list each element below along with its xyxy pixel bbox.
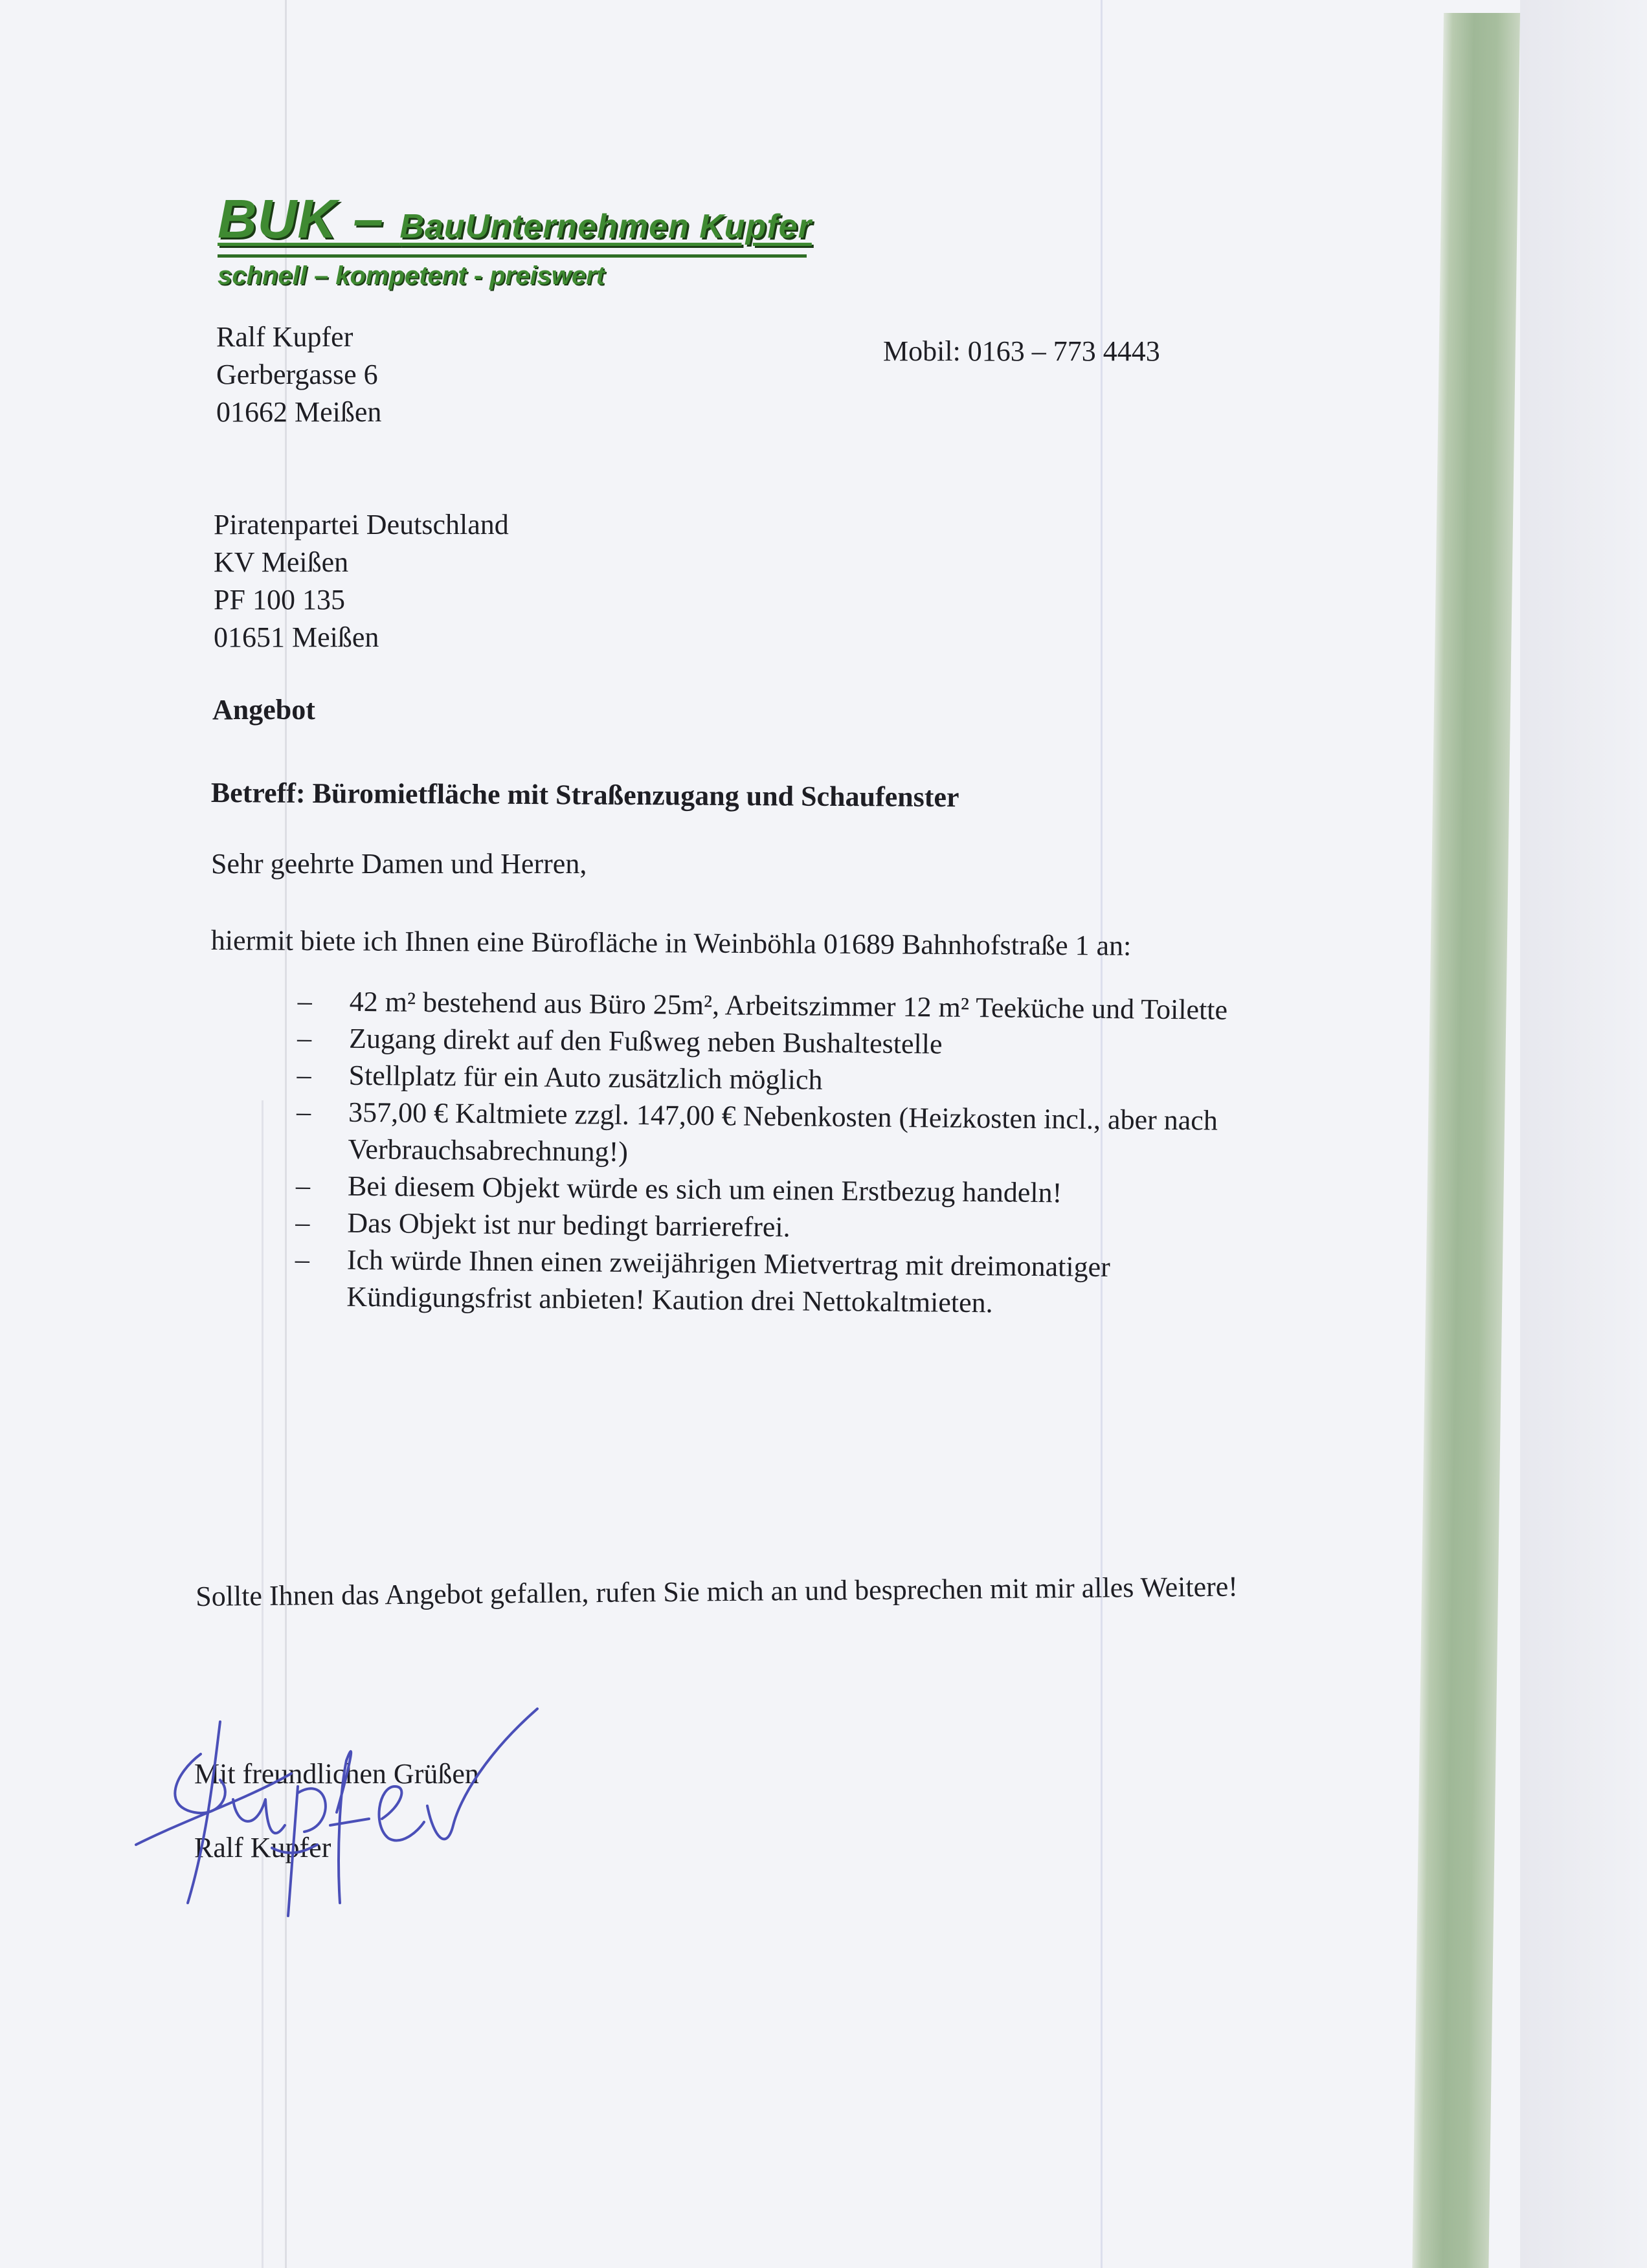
fold-line-left-lower bbox=[262, 1100, 263, 2268]
company-slogan: schnell – kompetent - preiswert bbox=[218, 261, 605, 290]
list-item bbox=[295, 1241, 1225, 1324]
list-item-text: 42 m² bestehend aus Büro 25m², Arbeitszimmer 12 m² Teeküche und Toilette bbox=[349, 985, 1228, 1026]
bullet-dash: – bbox=[295, 1243, 310, 1276]
handwritten-signature bbox=[123, 1696, 550, 1929]
bullet-dash: – bbox=[297, 1021, 312, 1054]
recipient-line: KV Meißen bbox=[214, 546, 349, 578]
recipient-line: 01651 Meißen bbox=[214, 621, 379, 653]
signer-name: Ralf Kupfer bbox=[194, 1832, 331, 1863]
sender-city: 01662 Meißen bbox=[216, 396, 382, 428]
sender-name: Ralf Kupfer bbox=[216, 321, 353, 353]
list-item-text-continued: Verbrauchsabrechnung!) bbox=[348, 1133, 629, 1168]
company-name bbox=[218, 188, 812, 250]
company-name-short: BUK bbox=[218, 188, 337, 249]
company-name-full: BauUnternehmen Kupfer bbox=[399, 208, 812, 245]
scan-margin bbox=[1520, 0, 1647, 2268]
subject-line: Betreff: Büromietfläche mit Straßenzugang und Schaufenster bbox=[210, 776, 959, 814]
recipient-line: PF 100 135 bbox=[214, 584, 345, 616]
list-item-text: Stellplatz für ein Auto zusätzlich möglich bbox=[348, 1059, 823, 1096]
sender-address bbox=[216, 318, 381, 431]
list-item-text: Bei diesem Objekt würde es sich um einen Erstbezug handeln! bbox=[347, 1170, 1062, 1209]
company-name-separator: – bbox=[337, 188, 400, 249]
offer-details-list bbox=[295, 983, 1227, 1324]
greeting: Mit freundlichen Grüßen bbox=[194, 1758, 479, 1790]
recipient-line: Piratenpartei Deutschland bbox=[214, 509, 509, 540]
sender-mobile: Mobil: 0163 – 773 4443 bbox=[883, 335, 1160, 367]
bullet-dash: – bbox=[295, 1206, 310, 1239]
bullet-dash: – bbox=[297, 1058, 311, 1091]
salutation: Sehr geehrte Damen und Herren, bbox=[211, 848, 587, 880]
sender-street: Gerbergasse 6 bbox=[216, 359, 378, 390]
list-item-text-continued: Kündigungsfrist anbieten! Kaution drei Nettokaltmieten. bbox=[346, 1280, 993, 1319]
bullet-dash: – bbox=[297, 984, 312, 1017]
list-item-text: Zugang direkt auf den Fußweg neben Bushaltestelle bbox=[348, 1022, 943, 1060]
closing-sentence: Sollte Ihnen das Angebot gefallen, rufen Sie mich an und besprechen mit mir alles Weitere! bbox=[196, 1570, 1238, 1612]
logo-rule bbox=[218, 254, 807, 258]
list-item-text: Ich würde Ihnen einen zweijährigen Mietvertrag mit dreimonatiger bbox=[346, 1243, 1111, 1284]
bullet-dash: – bbox=[296, 1095, 311, 1128]
bullet-dash: – bbox=[295, 1169, 311, 1202]
document-type: Angebot bbox=[212, 694, 315, 726]
list-item-text: 357,00 € Kaltmiete zzgl. 147,00 € Nebenkosten (Heizkosten incl., aber nach bbox=[348, 1096, 1218, 1137]
intro-sentence: hiermit biete ich Ihnen eine Bürofläche in Weinböhla 01689 Bahnhofstraße 1 an: bbox=[210, 924, 1132, 962]
list-item bbox=[296, 1093, 1226, 1176]
company-logo bbox=[218, 188, 812, 291]
paper-edge-strip bbox=[1412, 13, 1520, 2268]
recipient-address bbox=[214, 506, 509, 656]
list-item-text: Das Objekt ist nur bedingt barrierefrei. bbox=[347, 1206, 790, 1243]
